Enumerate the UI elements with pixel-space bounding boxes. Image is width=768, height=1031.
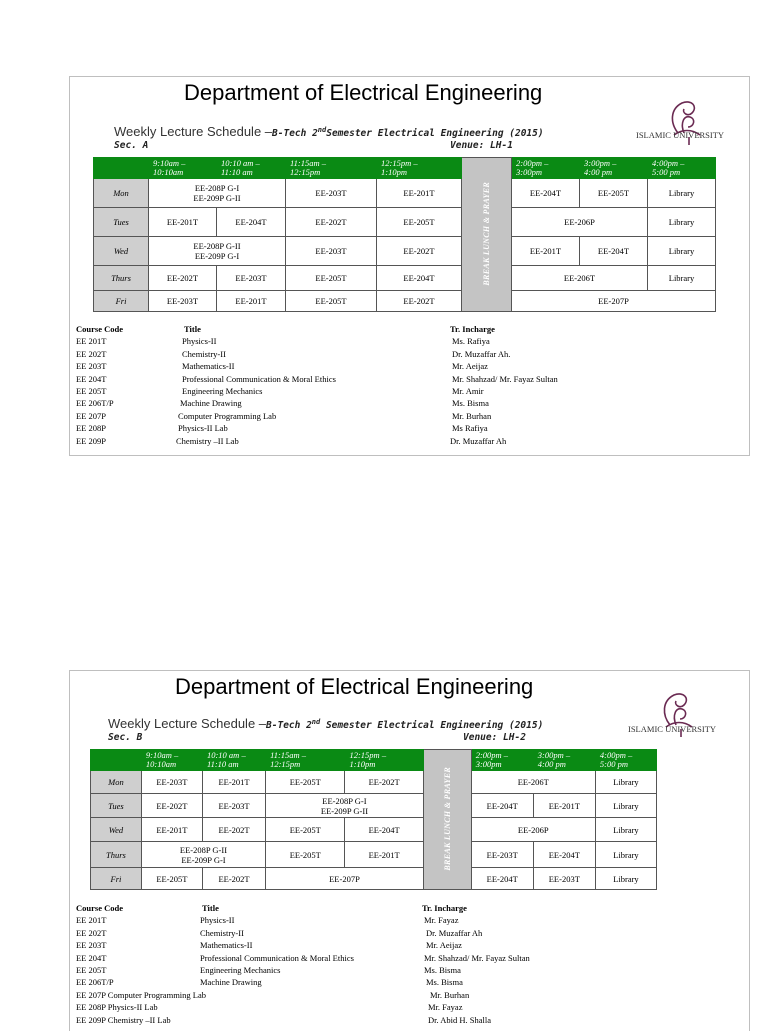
class-cell: EE-205T <box>266 842 345 868</box>
class-cell: EE-202T <box>286 208 377 237</box>
class-cell: EE-205T <box>286 291 377 312</box>
venue-label: Venue: LH-1 <box>450 140 513 151</box>
list-item: EE 208P Physics-II Lab Ms Rafiya <box>76 423 488 434</box>
class-cell: Library <box>648 266 716 291</box>
university-logo <box>634 93 744 157</box>
class-cell: EE-203T <box>202 794 265 818</box>
class-cell: EE-205T <box>580 179 648 208</box>
class-cell: EE-208P G-II EE-209P G-I <box>149 237 286 266</box>
class-cell: EE-205T <box>286 266 377 291</box>
class-cell: EE-206P <box>512 208 648 237</box>
time-slot: 11:15am – 12:15pm <box>266 750 345 771</box>
class-cell: EE-205T <box>377 208 462 237</box>
table-row-thurs <box>94 266 716 291</box>
section-label: Sec. B <box>108 732 143 743</box>
schedule-sheet-sec-b <box>69 670 750 1031</box>
class-cell: EE-202T <box>345 771 423 794</box>
course-incharge-header: Tr. Incharge <box>422 903 467 913</box>
class-cell: Library <box>595 771 656 794</box>
list-item: EE 205T Engineering Mechanics Ms. Bisma <box>76 964 461 975</box>
table-row-wed <box>91 818 657 842</box>
table-row-tues <box>94 208 716 237</box>
corner-cell <box>94 158 149 179</box>
class-cell: EE-203T <box>141 771 202 794</box>
time-slot: 9:10am – 10:10am <box>149 158 217 179</box>
class-cell: Library <box>648 208 716 237</box>
day-label: Mon <box>94 179 149 208</box>
course-title-header: Title <box>202 903 219 913</box>
course-list-sec-a <box>76 323 736 447</box>
course-code-header: Course Code <box>76 324 123 334</box>
list-item: EE 206T/P Machine Drawing Ms. Bisma <box>76 398 489 409</box>
class-cell: EE-206T <box>471 771 595 794</box>
class-cell: EE-202T <box>149 266 217 291</box>
course-list-header <box>76 902 736 914</box>
class-cell: EE-202T <box>202 818 265 842</box>
time-slot: 12:15pm – 1:10pm <box>377 158 462 179</box>
class-cell: EE-203T <box>217 266 286 291</box>
table-row-fri <box>94 291 716 312</box>
time-slot: 10:10 am – 11:10 am <box>217 158 286 179</box>
list-item: EE 204T Professional Communication & Moral Ethics Mr. Shahzad/ Mr. Fayaz Sultan <box>76 373 558 384</box>
class-cell: EE-201T <box>141 818 202 842</box>
list-item: EE 207P Computer Programming Lab Mr. Burhan <box>76 989 470 1000</box>
list-item: EE 202T Chemistry-II Dr. Muzaffar Ah <box>76 927 483 938</box>
class-cell: EE-201T <box>512 237 580 266</box>
class-cell: EE-204T <box>217 208 286 237</box>
class-cell: Library <box>595 818 656 842</box>
class-cell: Library <box>648 179 716 208</box>
class-cell: EE-208P G-I EE-209P G-II <box>266 794 424 818</box>
day-label: Wed <box>91 818 142 842</box>
course-code-header: Course Code <box>76 903 123 913</box>
class-cell: EE-207P <box>266 868 424 890</box>
list-item: EE 206T/P Machine Drawing Ms. Bisma <box>76 977 463 988</box>
department-title: Department of Electrical Engineering <box>184 80 543 105</box>
time-slot: 4:00pm – 5:00 pm <box>595 750 656 771</box>
break-column <box>423 750 471 890</box>
time-slot: 2:00pm – 3:00pm <box>471 750 533 771</box>
class-cell: EE-201T <box>217 291 286 312</box>
course-list-header <box>76 323 736 335</box>
university-logo <box>626 685 736 749</box>
day-label: Fri <box>94 291 149 312</box>
day-label: Tues <box>94 208 149 237</box>
class-cell: EE-208P G-I EE-209P G-II <box>149 179 286 208</box>
class-cell: EE-203T <box>149 291 217 312</box>
university-logo-icon <box>634 93 744 157</box>
class-cell: EE-201T <box>377 179 462 208</box>
time-slot: 10:10 am – 11:10 am <box>202 750 265 771</box>
time-slot: 11:15am – 12:15pm <box>286 158 377 179</box>
table-row-thurs <box>91 842 657 868</box>
class-cell: EE-201T <box>533 794 595 818</box>
class-cell: EE-202T <box>377 237 462 266</box>
class-cell: EE-208P G-II EE-209P G-I <box>141 842 265 868</box>
course-list-sec-b <box>76 902 736 1026</box>
class-cell: EE-202T <box>141 794 202 818</box>
class-cell: EE-204T <box>580 237 648 266</box>
table-row-fri <box>91 868 657 890</box>
time-header-row <box>91 750 657 771</box>
time-slot: 12:15pm – 1:10pm <box>345 750 423 771</box>
class-cell: EE-204T <box>377 266 462 291</box>
break-label: BREAK LUNCH & PRAYER <box>442 766 452 871</box>
day-label: Thurs <box>94 266 149 291</box>
list-item: EE 203T Mathematics-II Mr. Aeijaz <box>76 940 462 951</box>
day-label: Fri <box>91 868 142 890</box>
course-incharge-header: Tr. Incharge <box>450 324 495 334</box>
list-item: EE 201T Physics-II Ms. Rafiya <box>76 336 490 347</box>
break-label: BREAK LUNCH & PRAYER <box>482 181 491 286</box>
class-cell: EE-202T <box>202 868 265 890</box>
class-cell: EE-205T <box>141 868 202 890</box>
class-cell: EE-201T <box>149 208 217 237</box>
class-cell: EE-203T <box>471 842 533 868</box>
class-cell: EE-201T <box>345 842 423 868</box>
list-item: EE 208P Physics-II Lab Mr. Fayaz <box>76 1002 463 1013</box>
day-label: Mon <box>91 771 142 794</box>
corner-cell <box>91 750 142 771</box>
class-cell: EE-204T <box>345 818 423 842</box>
class-cell: EE-204T <box>512 179 580 208</box>
list-item: EE 205T Engineering Mechanics Mr. Amir <box>76 385 484 396</box>
table-row-wed <box>94 237 716 266</box>
class-cell: EE-206P <box>471 818 595 842</box>
class-cell: EE-205T <box>266 818 345 842</box>
time-slot: 3:00pm – 4:00 pm <box>533 750 595 771</box>
schedule-sheet-sec-a <box>69 76 750 456</box>
class-cell: EE-204T <box>471 794 533 818</box>
time-slot: 9:10am – 10:10am <box>141 750 202 771</box>
class-cell: Library <box>595 868 656 890</box>
table-row-mon <box>91 771 657 794</box>
list-item: EE 207P Computer Programming Lab Mr. Burhan <box>76 410 492 421</box>
logo-text-left: ISLAMIC UNIVERSITY <box>628 724 717 734</box>
table-row-mon <box>94 179 716 208</box>
department-title: Department of Electrical Engineering <box>175 674 534 699</box>
list-item: EE 209P Chemistry –II Lab Dr. Muzaffar Ah <box>76 435 507 446</box>
class-cell: EE-207P <box>512 291 716 312</box>
day-label: Thurs <box>91 842 142 868</box>
class-cell: Library <box>595 842 656 868</box>
class-cell: EE-203T <box>533 868 595 890</box>
break-column <box>462 158 512 312</box>
class-cell: EE-202T <box>377 291 462 312</box>
class-cell: Library <box>595 794 656 818</box>
class-cell: EE-203T <box>286 237 377 266</box>
timetable-sec-b <box>90 749 657 890</box>
schedule-subtitle: Weekly Lecture Schedule –B-Tech 2ndSemester Electrical Engineering (2015) <box>114 124 544 139</box>
day-label: Wed <box>94 237 149 266</box>
class-cell: EE-204T <box>533 842 595 868</box>
class-cell: EE-203T <box>286 179 377 208</box>
list-item: EE 202T Chemistry-II Dr. Muzaffar Ah. <box>76 348 511 359</box>
list-item: EE 201T Physics-II Mr. Fayaz <box>76 915 459 926</box>
university-logo-icon <box>626 685 736 749</box>
class-cell: EE-206T <box>512 266 648 291</box>
schedule-subtitle: Weekly Lecture Schedule –B-Tech 2nd Semester Electrical Engineering (2015) <box>108 716 544 731</box>
class-cell: EE-204T <box>471 868 533 890</box>
timetable-sec-a <box>93 157 716 312</box>
section-label: Sec. A <box>114 140 149 151</box>
class-cell: EE-205T <box>266 771 345 794</box>
time-slot: 3:00pm – 4:00 pm <box>580 158 648 179</box>
venue-label: Venue: LH-2 <box>463 732 526 743</box>
list-item: EE 203T Mathematics-II Mr. Aeijaz <box>76 361 488 372</box>
table-row-tues <box>91 794 657 818</box>
time-header-row <box>94 158 716 179</box>
list-item: EE 209P Chemistry –II Lab Dr. Abid H. Shalla <box>76 1014 492 1025</box>
course-title-header: Title <box>184 324 201 334</box>
time-slot: 4:00pm – 5:00 pm <box>648 158 716 179</box>
day-label: Tues <box>91 794 142 818</box>
class-cell: Library <box>648 237 716 266</box>
logo-text-left: ISLAMIC UNIVERSITY <box>636 130 725 140</box>
class-cell: EE-201T <box>202 771 265 794</box>
list-item: EE 204T Professional Communication & Moral Ethics Mr. Shahzad/ Mr. Fayaz Sultan <box>76 952 530 963</box>
time-slot: 2:00pm – 3:00pm <box>512 158 580 179</box>
